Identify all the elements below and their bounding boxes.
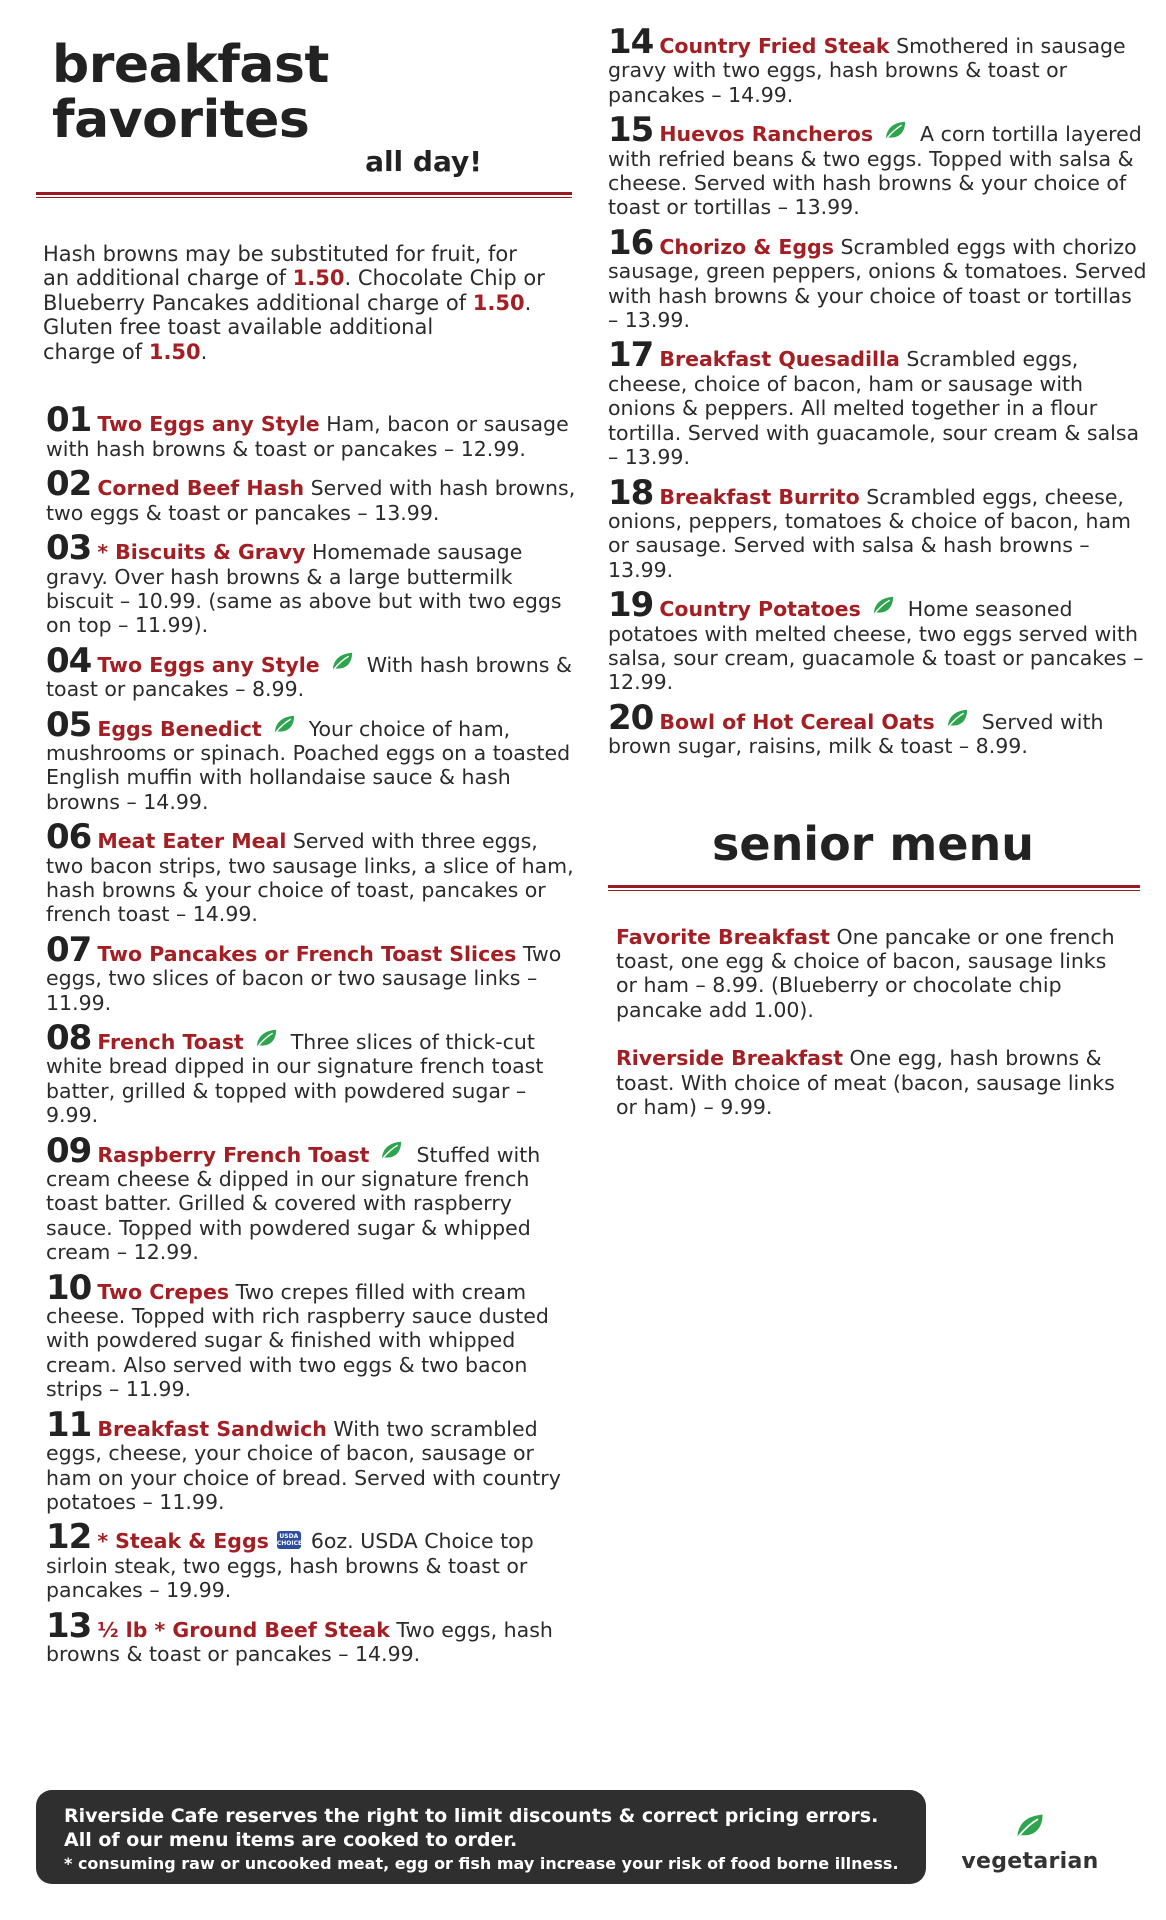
page-title: breakfast favorites	[52, 35, 329, 150]
leaf-icon	[254, 1028, 279, 1054]
item-description: Scrambled eggs, cheese, choice of bacon, ham or sausage with onions & peppers. All melted together in a flour tortilla. Served with guacamole, sour cream & salsa – 13.99.	[608, 347, 1140, 470]
item-number: 20	[608, 697, 654, 738]
intro-text	[43, 242, 563, 365]
senior-menu-items	[616, 925, 1121, 1120]
item-name: Breakfast Burrito	[659, 484, 860, 509]
item-description: 6oz. USDA Choice top sirloin steak, two eggs, hash browns & toast or pancakes – 19.99.	[46, 1529, 534, 1603]
usda-choice-badge	[277, 1531, 301, 1549]
item-description: Two crepes filled with cream cheese. Topped with rich raspberry sauce dusted with powdered sugar & finished with whipped cream. Also served with two eggs & two bacon strips – 11.99.	[46, 1279, 549, 1402]
leaf-icon	[379, 1140, 404, 1166]
menu-item	[46, 400, 576, 461]
intro-price: 1.50	[472, 290, 525, 315]
item-name: Two Eggs any Style	[97, 412, 320, 437]
left-column	[43, 30, 576, 1677]
item-description: Your choice of ham, mushrooms or spinach. Poached eggs on a toasted English muffin with hollandaise sauce & hash browns – 14.99.	[46, 716, 571, 814]
item-name: Two Eggs any Style	[97, 652, 320, 677]
item-number: 17	[608, 335, 654, 376]
menu-item	[46, 929, 576, 1015]
item-number: 10	[46, 1267, 92, 1308]
menu-item	[46, 1404, 576, 1515]
menu-item	[46, 640, 576, 702]
footer-line-2: All of our menu items are cooked to order.	[64, 1829, 518, 1851]
intro-line-4: Gluten free toast available additional	[43, 315, 434, 340]
intro-line-5: charge of 1.50.	[43, 339, 208, 364]
item-number: 02	[46, 464, 92, 505]
item-description: A corn tortilla layered with refried beans & two eggs. Topped with salsa & cheese. Served with hash browns & your choice of toast or tortillas – 13.99.	[608, 122, 1142, 220]
menu-item	[46, 704, 576, 815]
menu-item	[46, 817, 576, 927]
menu-item	[608, 110, 1148, 220]
leaf-icon	[272, 714, 297, 740]
senior-item-description: One egg, hash browns & toast. With choice of meat (bacon, sausage links or ham) – 9.99.	[616, 1046, 1115, 1119]
menu-item	[46, 1018, 576, 1128]
item-description: Smothered in sausage gravy with two eggs, hash browns & toast or pancakes – 14.99.	[608, 34, 1126, 107]
menu-item	[608, 472, 1148, 583]
menu-item	[608, 222, 1148, 333]
item-description: Served with hash browns, two eggs & toast or pancakes – 13.99.	[46, 476, 576, 525]
senior-menu-title: senior menu	[711, 816, 1035, 871]
item-number: 07	[46, 929, 92, 970]
item-description: Scrambled eggs, cheese, onions, peppers, tomatoes & choice of bacon, ham or sausage. Served with salsa & hash browns – 13.99.	[608, 484, 1132, 582]
leaf-icon	[1014, 1812, 1046, 1840]
intro-line-1: Hash browns may be substituted for fruit, for	[43, 241, 517, 266]
menu-item	[46, 1130, 576, 1265]
item-number: 12	[46, 1517, 92, 1558]
menu-item	[608, 22, 1148, 107]
item-number: 01	[46, 400, 92, 441]
footer-notice	[36, 1790, 926, 1884]
item-name: Country Fried Steak	[659, 34, 890, 58]
menu-item	[608, 585, 1148, 695]
legend-label: vegetarian	[961, 1849, 1099, 1874]
item-description: Served with three eggs, two bacon strips, two sausage links, a slice of ham, hash browns & your choice of toast, pancakes or french toast – 14.99.	[46, 829, 574, 927]
item-name: Breakfast Quesadilla	[659, 347, 900, 372]
menu-item	[46, 528, 576, 638]
item-number: 08	[46, 1018, 92, 1059]
senior-menu-item	[616, 1046, 1121, 1119]
item-description: Home seasoned potatoes with melted cheese, two eggs served with salsa, sour cream, guacamole & toast or pancakes – 12.99.	[608, 597, 1144, 695]
leaf-icon	[883, 120, 908, 146]
item-number: 13	[46, 1605, 92, 1646]
item-name: Huevos Rancheros	[659, 122, 874, 147]
item-description: With two scrambled eggs, cheese, your choice of bacon, sausage or ham on your choice of bread. Served with country potatoes – 11.99.	[46, 1416, 561, 1514]
item-name: Two Pancakes or French Toast Slices	[97, 941, 517, 966]
item-description: Stuffed with cream cheese & dipped in our signature french toast batter. Grilled & covered with raspberry sauce. Topped with powdered sugar & whipped cream – 12.99.	[46, 1142, 541, 1265]
footer-line-3: * consuming raw or uncooked meat, egg or fish may increase your risk of food borne illness.	[64, 1854, 899, 1873]
menu-item	[46, 1267, 576, 1402]
menu-item	[608, 697, 1148, 759]
item-number: 11	[46, 1404, 92, 1445]
leaf-icon	[330, 651, 355, 677]
item-name: Two Crepes	[97, 1279, 230, 1304]
item-name: Breakfast Sandwich	[97, 1416, 327, 1441]
item-name: ½ lb * Ground Beef Steak	[97, 1617, 390, 1642]
usda-line-1: USDA	[279, 1533, 299, 1541]
item-number: 19	[608, 585, 654, 626]
leaf-icon	[945, 708, 970, 734]
item-name: Meat Eater Meal	[97, 829, 287, 854]
item-number: 06	[46, 817, 92, 858]
item-number: 04	[46, 640, 92, 681]
item-name: French Toast	[97, 1030, 244, 1055]
intro-line-3: Blueberry Pancakes additional charge of 1.50.	[43, 290, 532, 315]
item-number: 18	[608, 472, 654, 513]
menu-items-left	[46, 400, 576, 1666]
senior-item-description: One pancake or one french toast, one egg & choice of bacon, sausage links or ham – 8.99. (Blueberry or chocolate chip pancake add 1.00).	[616, 924, 1115, 1022]
footer-line-1: Riverside Cafe reserves the right to limit discounts & correct pricing errors.	[64, 1805, 879, 1827]
item-number: 09	[46, 1130, 92, 1171]
senior-divider	[608, 885, 1140, 891]
menu-item	[46, 1605, 576, 1667]
item-description: Two eggs, hash browns & toast or pancakes – 14.99.	[46, 1617, 553, 1666]
item-description: Three slices of thick-cut white bread dipped in our signature french toast batter, grilled & topped with powdered sugar – 9.99.	[46, 1030, 544, 1128]
intro-price: 1.50	[148, 339, 201, 364]
menu-item	[46, 464, 576, 525]
item-name: * Biscuits & Gravy	[97, 540, 306, 565]
senior-item-name: Riverside Breakfast	[616, 1046, 843, 1071]
senior-menu-item	[616, 925, 1121, 1023]
leaf-icon	[871, 595, 896, 621]
item-name: Chorizo & Eggs	[659, 234, 834, 259]
page-subtitle: all day!	[365, 145, 482, 179]
item-name: Eggs Benedict	[97, 716, 262, 741]
item-name: Country Potatoes	[659, 597, 861, 622]
item-description: Served with brown sugar, raisins, milk & toast – 8.99.	[608, 709, 1104, 759]
item-name: Corned Beef Hash	[97, 476, 305, 501]
item-description: Scrambled eggs with chorizo sausage, green peppers, onions & tomatoes. Served with hash browns & your choice of toast or tortillas – 13.99.	[608, 234, 1147, 333]
right-column	[608, 22, 1148, 1143]
item-name: * Steak & Eggs	[97, 1529, 269, 1554]
intro-line-2: an additional charge of 1.50. Chocolate Chip or	[43, 266, 545, 291]
vegetarian-legend	[950, 1812, 1110, 1874]
item-number: 05	[46, 704, 92, 745]
menu-items-right	[608, 22, 1148, 759]
item-description: Two eggs, two slices of bacon or two sausage links – 11.99.	[46, 941, 562, 1015]
item-number: 16	[608, 222, 654, 263]
item-description: Ham, bacon or sausage with hash browns & toast or pancakes – 12.99.	[46, 412, 569, 461]
menu-item	[46, 1517, 576, 1603]
item-number: 03	[46, 528, 92, 569]
senior-item-name: Favorite Breakfast	[616, 924, 830, 949]
item-description: Homemade sausage gravy. Over hash browns & a large buttermilk biscuit – 10.99. (same as above but with two eggs on top – 11.99).	[46, 540, 562, 638]
title-divider	[36, 192, 572, 198]
item-name: Bowl of Hot Cereal Oats	[659, 709, 935, 734]
item-number: 15	[608, 110, 654, 151]
usda-line-2: CHOICE	[276, 1540, 303, 1548]
intro-price: 1.50	[292, 266, 345, 291]
menu-item	[608, 335, 1148, 470]
item-description: With hash browns & toast or pancakes – 8.99.	[46, 652, 572, 702]
item-number: 14	[608, 22, 654, 62]
item-name: Raspberry French Toast	[97, 1142, 370, 1167]
